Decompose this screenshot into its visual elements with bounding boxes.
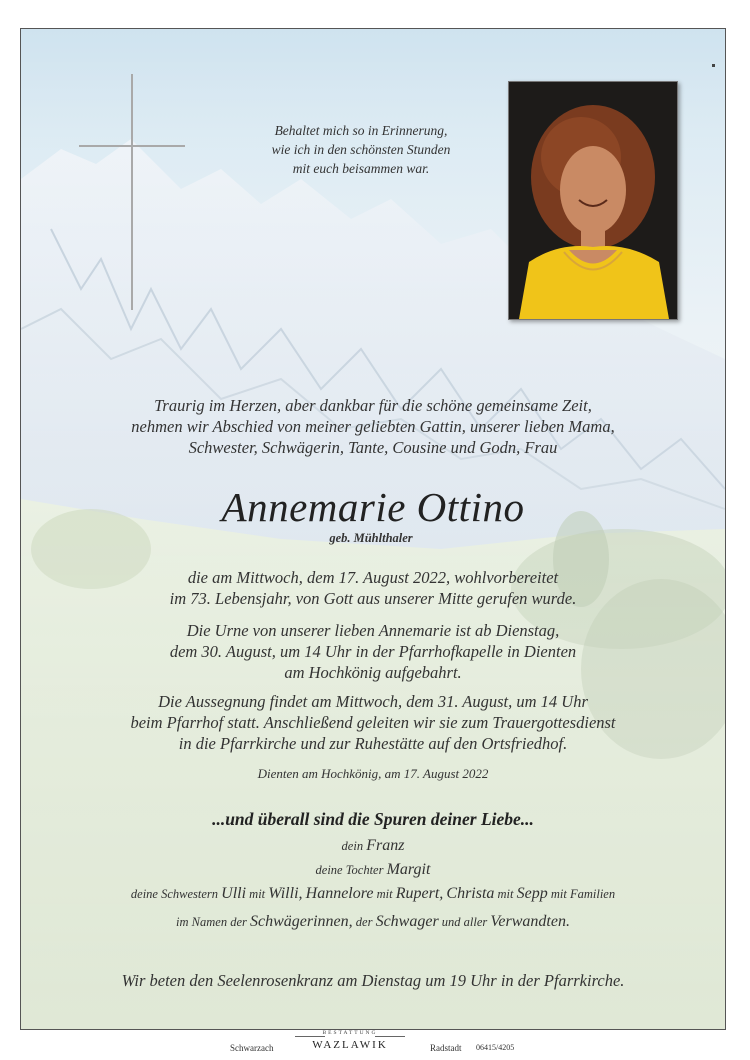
family-daughter [21,861,725,879]
family-joiner: mit [497,887,514,901]
paragraph-line: beim Pfarrhof statt. Anschließend geleiten wir sie zum Trauergottesdienst [130,713,616,732]
paragraph-line: am Hochkönig aufgebahrt. [284,663,462,682]
family-joiner: mit [249,887,266,901]
family-prefix: deine Tochter [315,863,384,877]
family-joiner: und aller [441,915,488,929]
family-name: Ulli [221,885,247,902]
family-joiner: mit [376,887,393,901]
paragraph-line: die am Mittwoch, dem 17. August 2022, wohlvorbereitet [187,568,559,587]
quote-line: Behaltet mich so in Erinnerung, [274,123,448,138]
print-mark [712,64,715,67]
family-name: Willi, [268,885,303,902]
logo-subtitle: BESTATTUNG [322,1030,378,1036]
urn-paragraph [21,620,725,683]
quote-line: wie ich in den schönsten Stunden [271,142,451,157]
paragraph-line: Die Aussegnung findet am Mittwoch, dem 31. August, um 14 Uhr [158,692,588,711]
obituary-card [20,28,726,1030]
family-name: Schwager [375,913,439,930]
family-name: Sepp [516,885,548,902]
footer-phone: 06415/4205 [476,1043,515,1052]
family-joiner: der [355,915,373,929]
funeral-home-logo [295,1030,405,1051]
paragraph-line: in die Pfarrkirche und zur Ruhestätte auf den Ortsfriedhof. [178,734,568,753]
family-name: Margit [386,861,431,878]
place-date: Dienten am Hochkönig, am 17. August 2022 [257,766,489,781]
paragraph-line: im 73. Lebensjahr, von Gott aus unserer Mitte gerufen wurde. [169,589,577,608]
cross-icon [131,74,133,310]
family-siblings [21,885,725,903]
family-prefix: im Namen der [176,915,247,929]
family-prefix: deine Schwestern [130,887,219,901]
footer [0,1030,750,1060]
portrait-image [509,82,677,319]
paragraph-line: Die Urne von unserer lieben Annemarie ist ab Dienstag, [186,621,560,640]
family-husband [21,837,725,855]
intro-text [21,395,725,458]
family-name: Verwandten. [490,913,570,930]
family-name: Schwägerinnen, [249,913,353,930]
intro-line: nehmen wir Abschied von meiner geliebten Gattin, unserer lieben Mama, [131,417,615,436]
quote-line: mit euch beisammen war. [292,161,430,176]
intro-line: Traurig im Herzen, aber dankbar für die schöne gemeinsame Zeit, [154,396,592,415]
portrait-photo [508,81,678,320]
family-name: Hannelore [305,885,374,902]
logo-rule-right [375,1036,405,1037]
family-suffix: mit Familien [550,887,616,901]
family-name: Franz [366,837,405,854]
death-paragraph [21,567,725,609]
family-relatives [21,913,725,931]
cross-icon-bar [79,145,185,147]
deceased-name: Annemarie Ottino [221,484,525,530]
family-name: Christa [446,885,495,902]
memorial-quote [211,121,511,178]
logo-rule-left [295,1036,325,1037]
footer-location-left: Schwarzach [230,1043,274,1053]
intro-line: Schwester, Schwägerin, Tante, Cousine und Godn, Frau [188,438,558,457]
family-prefix: dein [341,839,364,853]
paragraph-line: dem 30. August, um 14 Uhr in der Pfarrhofkapelle in Dienten [169,642,577,661]
logo-brand: WAZLAWIK [312,1039,388,1051]
motto: ...und überall sind die Spuren deiner Liebe... [212,809,534,829]
family-name: Rupert, [395,885,444,902]
footer-location-right: Radstadt [430,1043,462,1053]
blessing-paragraph [21,691,725,754]
birth-name: geb. Mühlthaler [329,531,413,545]
rosary-notice: Wir beten den Seelenrosenkranz am Dienstag um 19 Uhr in der Pfarrkirche. [121,971,625,990]
